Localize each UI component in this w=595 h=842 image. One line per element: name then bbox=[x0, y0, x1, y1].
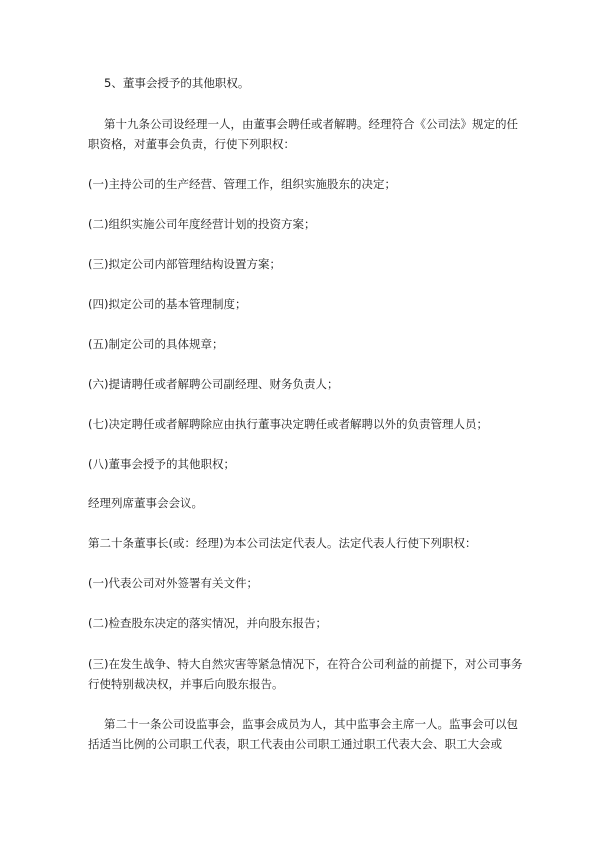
paragraph-item: (二)检查股东决定的落实情况，并向股东报告； bbox=[88, 616, 327, 630]
paragraph-item: 第十九条公司设经理一人，由董事会聘任或者解聘。经理符合《公司法》规定的任职资格，对董事会负责，行使下列职权： bbox=[88, 117, 518, 151]
paragraph-item: 经理列席董事会会议。 bbox=[88, 496, 203, 510]
paragraph-item: 第二十一条公司设监事会，监事会成员为人，其中监事会主席一人。监事会可以包括适当比例的公司职工代表，职工代表由公司职工通过职工代表大会、职工大会或 bbox=[88, 717, 518, 751]
paragraph-item: 5、董事会授予的其他职权。 bbox=[104, 76, 250, 90]
paragraph-item: 第二十条董事长(或：经理)为本公司法定代表人。法定代表人行使下列职权： bbox=[88, 536, 477, 550]
paragraph-item: (三)拟定公司内部管理结构设置方案； bbox=[88, 257, 281, 271]
paragraph-item: (二)组织实施公司年度经营计划的投资方案； bbox=[88, 217, 316, 231]
paragraph-item: (六)提请聘任或者解聘公司副经理、财务负责人； bbox=[88, 377, 339, 391]
paragraph-item: (三)在发生战争、特大自然灾害等紧急情况下，在符合公司利益的前提下，对公司事务行使特别裁决权，并事后向股东报告。 bbox=[88, 657, 523, 691]
paragraph-item: (一)主持公司的生产经营、管理工作，组织实施股东的决定； bbox=[88, 177, 396, 191]
paragraph-item: (四)拟定公司的基本管理制度； bbox=[88, 297, 247, 311]
paragraph-item: (五)制定公司的具体规章； bbox=[88, 337, 224, 351]
paragraph-item: (一)代表公司对外签署有关文件； bbox=[88, 576, 258, 590]
paragraph-item: (七)决定聘任或者解聘除应由执行董事决定聘任或者解聘以外的负责管理人员； bbox=[88, 417, 488, 431]
paragraph-item: (八)董事会授予的其他职权； bbox=[88, 457, 235, 471]
